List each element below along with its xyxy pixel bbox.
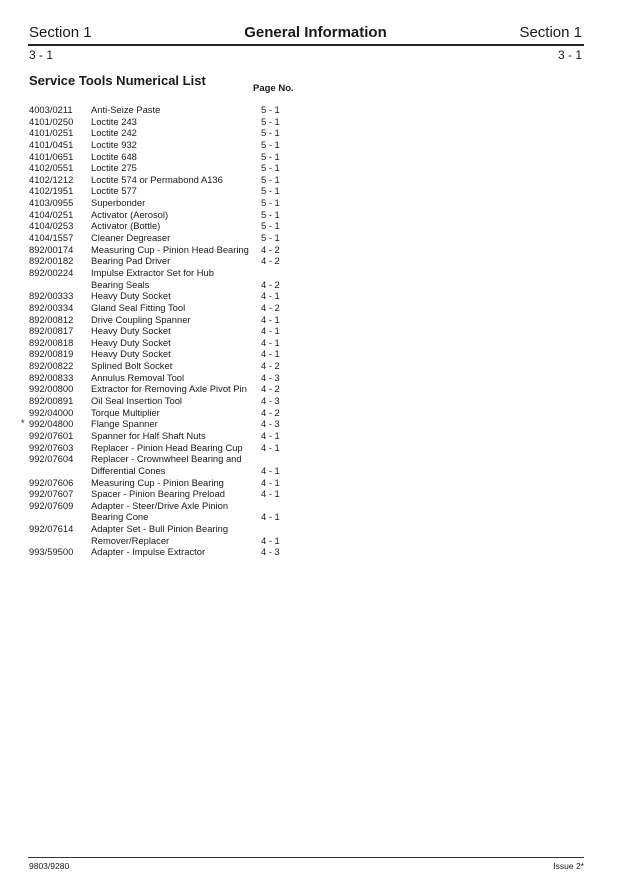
list-item — [0, 220, 631, 232]
tool-code: 892/00224 — [29, 266, 74, 278]
list-item — [0, 325, 631, 337]
tool-description: Remover/Replacer — [91, 534, 170, 546]
list-item — [0, 511, 631, 523]
tool-page-ref: 5 - 1 — [261, 104, 280, 115]
tool-code: 993/59500 — [29, 546, 74, 558]
revision-marker: * — [21, 417, 25, 429]
tool-description: Anti-Seize Paste — [91, 104, 161, 115]
tool-code: 992/04000 — [29, 406, 74, 418]
list-item — [0, 337, 631, 349]
tools-list — [0, 104, 631, 558]
list-item — [0, 162, 631, 174]
tool-page-ref: 4 - 2 — [261, 301, 280, 313]
tool-code: 992/00800 — [29, 383, 74, 395]
tool-code: 4102/1951 — [29, 185, 74, 197]
list-item — [0, 302, 631, 314]
list-item — [0, 477, 631, 489]
tool-page-ref: 5 - 1 — [261, 197, 280, 209]
tool-code: 892/00818 — [29, 336, 74, 348]
tool-description: Gland Seal Fitting Tool — [91, 301, 186, 313]
tool-description: Splined Bolt Socket — [91, 360, 173, 372]
tool-description: Adapter Set - Bull Pinion Bearing — [91, 523, 229, 535]
tool-description: Loctite 242 — [91, 127, 137, 139]
tool-description: Annulus Removal Tool — [91, 371, 185, 383]
tool-description: Heavy Duty Socket — [91, 348, 171, 360]
list-item — [0, 523, 631, 535]
list-item — [0, 139, 631, 151]
tool-description: Torque Multiplier — [91, 406, 160, 418]
list-item — [0, 232, 631, 244]
tool-description: Loctite 932 — [91, 138, 137, 150]
tool-description: Spanner for Half Shaft Nuts — [91, 429, 206, 441]
tool-code: 992/07604 — [29, 453, 74, 465]
tool-page-ref: 4 - 2 — [261, 278, 280, 290]
tool-code: 992/07601 — [29, 429, 74, 441]
list-item — [0, 430, 631, 442]
list-item — [0, 197, 631, 209]
tool-code: 4101/0451 — [29, 138, 74, 150]
page-number-left: 3 - 1 — [29, 48, 54, 62]
tool-code: 992/07603 — [29, 441, 74, 453]
tool-description: Extractor for Removing Axle Pivot Pin — [91, 383, 247, 395]
tool-page-ref: 4 - 1 — [261, 441, 280, 453]
tool-page-ref: 4 - 3 — [261, 395, 280, 407]
tool-page-ref: 4 - 1 — [261, 534, 280, 546]
tool-description: Bearing Cone — [91, 511, 149, 523]
tool-code: 892/00819 — [29, 348, 74, 360]
tool-page-ref: 4 - 1 — [261, 476, 280, 488]
tool-description: Loctite 648 — [91, 150, 137, 162]
list-item — [0, 465, 631, 477]
tool-description: Heavy Duty Socket — [91, 325, 171, 337]
tool-page-ref: 5 - 1 — [261, 220, 280, 232]
tool-page-ref: 5 - 1 — [261, 185, 280, 197]
list-item — [0, 279, 631, 291]
tool-description: Spacer - Pinion Bearing Preload — [91, 488, 225, 500]
header-section-right: Section 1 — [519, 24, 582, 41]
tool-code: 992/07606 — [29, 476, 74, 488]
tool-page-ref: 5 - 1 — [261, 232, 280, 244]
tool-page-ref: 4 - 3 — [261, 418, 280, 430]
tool-page-ref: 4 - 2 — [261, 243, 280, 255]
tool-code: 4104/1557 — [29, 232, 74, 244]
footer-rule — [28, 857, 584, 858]
list-item — [0, 314, 631, 326]
tool-code: 892/00891 — [29, 395, 74, 407]
header-rule — [28, 44, 584, 46]
tool-code: 992/07609 — [29, 499, 74, 511]
tool-page-ref: 4 - 1 — [261, 325, 280, 337]
tool-description: Oil Seal Insertion Tool — [91, 395, 183, 407]
tool-code: 992/07614 — [29, 523, 74, 535]
tool-description: Replacer - Pinion Head Bearing Cup — [91, 441, 243, 453]
footer-issue: Issue 2* — [553, 861, 584, 871]
list-item — [0, 116, 631, 128]
tool-code: 4101/0251 — [29, 127, 74, 139]
list-item — [0, 104, 631, 116]
tool-description: Adapter - Steer/Drive Axle Pinion — [91, 499, 229, 511]
list-item — [0, 500, 631, 512]
tool-code: 992/07607 — [29, 488, 74, 500]
tool-description: Differential Cones — [91, 464, 166, 476]
tool-page-ref: 5 - 1 — [261, 138, 280, 150]
list-item — [0, 290, 631, 302]
tool-description: Activator (Aerosol) — [91, 208, 169, 220]
tool-code: 4003/0211 — [29, 104, 73, 115]
list-item — [0, 209, 631, 221]
tool-page-ref: 4 - 2 — [261, 360, 280, 372]
tool-code: 892/00817 — [29, 325, 74, 337]
tool-description: Superbonder — [91, 197, 146, 209]
tool-page-ref: 4 - 3 — [261, 546, 280, 558]
tool-description: Measuring Cup - Pinion Bearing — [91, 476, 224, 488]
tool-code: 4101/0651 — [29, 150, 74, 162]
tool-description: Drive Coupling Spanner — [91, 313, 191, 325]
tool-description: Flange Spanner — [91, 418, 158, 430]
list-item — [0, 535, 631, 547]
tool-description: Impulse Extractor Set for Hub — [91, 266, 214, 278]
list-item — [0, 244, 631, 256]
tool-page-ref: 5 - 1 — [261, 162, 280, 174]
list-item — [0, 151, 631, 163]
tool-description: Loctite 243 — [91, 115, 137, 127]
list-item — [0, 488, 631, 500]
tool-page-ref: 4 - 1 — [261, 313, 280, 325]
tool-code: 892/00334 — [29, 301, 74, 313]
tool-description: Loctite 574 or Permabond A136 — [91, 173, 223, 185]
tool-description: Cleaner Degreaser — [91, 232, 171, 244]
list-item — [0, 372, 631, 384]
tool-page-ref: 5 - 1 — [261, 127, 280, 139]
list-item — [0, 442, 631, 454]
header-section-left: Section 1 — [29, 24, 92, 41]
tool-page-ref: 4 - 2 — [261, 383, 280, 395]
tool-page-ref: 5 - 1 — [261, 150, 280, 162]
tool-description: Heavy Duty Socket — [91, 336, 171, 348]
tool-page-ref: 4 - 1 — [261, 488, 280, 500]
list-item — [0, 546, 631, 558]
list-item — [0, 185, 631, 197]
tool-code: 4104/0253 — [29, 220, 74, 232]
tool-code: 892/00182 — [29, 255, 74, 267]
tool-code: 892/00833 — [29, 371, 74, 383]
tool-description: Activator (Bottle) — [91, 220, 161, 232]
list-item — [0, 453, 631, 465]
tool-description: Loctite 275 — [91, 162, 137, 174]
page-column-label: Page No. — [253, 83, 294, 94]
tool-code: 4102/0551 — [29, 162, 74, 174]
tool-description: Loctite 577 — [91, 185, 137, 197]
tool-description: Measuring Cup - Pinion Head Bearing — [91, 243, 249, 255]
tool-page-ref: 4 - 3 — [261, 371, 280, 383]
list-item — [0, 348, 631, 360]
list-item — [0, 127, 631, 139]
tool-page-ref: 4 - 1 — [261, 290, 280, 302]
page-number-right: 3 - 1 — [557, 48, 582, 62]
list-item — [0, 418, 631, 430]
list-item — [0, 174, 631, 186]
tool-page-ref: 5 - 1 — [261, 208, 280, 220]
list-item — [0, 395, 631, 407]
list-title: Service Tools Numerical List — [29, 73, 206, 88]
tool-code: 4101/0250 — [29, 115, 74, 127]
header-title: General Information — [244, 24, 387, 41]
tool-code: 4103/0955 — [29, 197, 74, 209]
tool-page-ref: 5 - 1 — [261, 115, 280, 127]
footer-doc-number: 9803/9280 — [29, 861, 70, 871]
list-item — [0, 407, 631, 419]
tool-code: 892/00333 — [29, 290, 74, 302]
tool-page-ref: 4 - 2 — [261, 255, 280, 267]
tool-page-ref: 4 - 1 — [261, 429, 280, 441]
tool-page-ref: 4 - 1 — [261, 511, 280, 523]
tool-code: 4104/0251 — [29, 208, 74, 220]
list-item — [0, 255, 631, 267]
tool-code: 892/00812 — [29, 313, 74, 325]
tool-page-ref: 5 - 1 — [261, 173, 280, 185]
tool-code: 4102/1212 — [29, 173, 74, 185]
tool-page-ref: 4 - 1 — [261, 336, 280, 348]
tool-page-ref: 4 - 1 — [261, 348, 280, 360]
tool-description: Bearing Seals — [91, 278, 150, 290]
list-item — [0, 360, 631, 372]
tool-description: Adapter - Impulse Extractor — [91, 546, 206, 558]
tool-code: 892/00174 — [29, 243, 74, 255]
list-item — [0, 383, 631, 395]
tool-code: 892/00822 — [29, 360, 74, 372]
list-item — [0, 267, 631, 279]
tool-description: Heavy Duty Socket — [91, 290, 171, 302]
tool-description: Replacer - Crownwheel Bearing and — [91, 453, 242, 465]
tool-description: Bearing Pad Driver — [91, 255, 171, 267]
tool-page-ref: 4 - 2 — [261, 406, 280, 418]
tool-code: 992/04800 — [29, 418, 74, 430]
tool-page-ref: 4 - 1 — [261, 464, 280, 476]
